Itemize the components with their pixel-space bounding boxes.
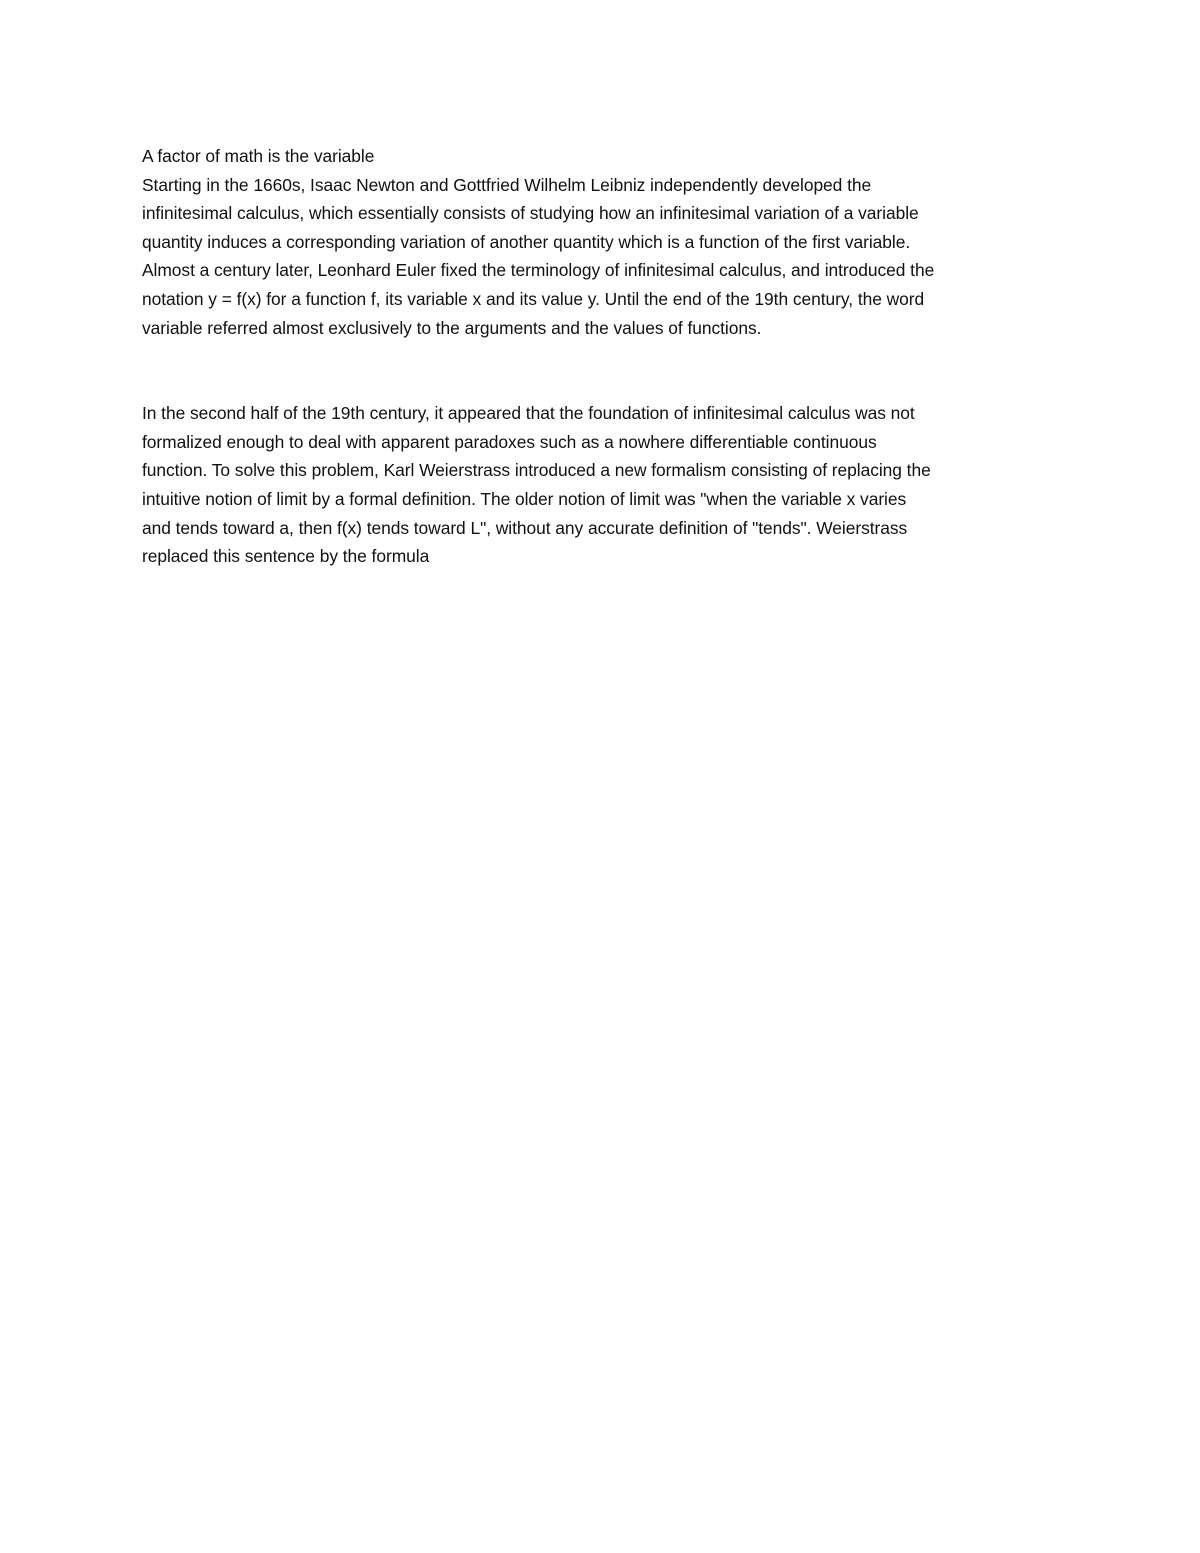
paragraph-line: Almost a century later, Leonhard Euler fixed the terminology of infinitesimal calculus, and introduced the bbox=[142, 260, 935, 281]
heading-line: A factor of math is the variable bbox=[142, 146, 375, 166]
paragraph-line: variable referred almost exclusively to the arguments and the values of functions. bbox=[142, 317, 762, 338]
paragraph-line: notation y = f(x) for a function f, its variable x and its value y. Until the end of the 19th century, the word bbox=[142, 288, 925, 309]
paragraph-line: formalized enough to deal with apparent paradoxes such as a nowhere differentiable continuous bbox=[142, 431, 877, 452]
paragraph-line: quantity induces a corresponding variation of another quantity which is a function of the first variable. bbox=[142, 231, 911, 252]
paragraph-newton-leibniz bbox=[142, 171, 1072, 343]
paragraph-line: and tends toward a, then f(x) tends toward L", without any accurate definition of "tends". Weierstrass bbox=[142, 517, 908, 538]
paragraph-line: replaced this sentence by the formula bbox=[142, 546, 430, 567]
paragraph-line: function. To solve this problem, Karl Weierstrass introduced a new formalism consisting of replacing the bbox=[142, 460, 931, 481]
paragraph-line: Starting in the 1660s, Isaac Newton and Gottfried Wilhelm Leibniz independently developed the bbox=[142, 174, 872, 195]
paragraph-line: intuitive notion of limit by a formal definition. The older notion of limit was "when the variable x varies bbox=[142, 488, 907, 509]
document-body bbox=[142, 142, 1072, 571]
paragraph-spacer bbox=[142, 342, 1072, 399]
paragraph-line: infinitesimal calculus, which essentially consists of studying how an infinitesimal variation of a variable bbox=[142, 203, 919, 224]
document-heading bbox=[142, 142, 1072, 171]
paragraph-line: In the second half of the 19th century, it appeared that the foundation of infinitesimal calculus was not bbox=[142, 403, 915, 424]
paragraph-weierstrass bbox=[142, 399, 1072, 571]
